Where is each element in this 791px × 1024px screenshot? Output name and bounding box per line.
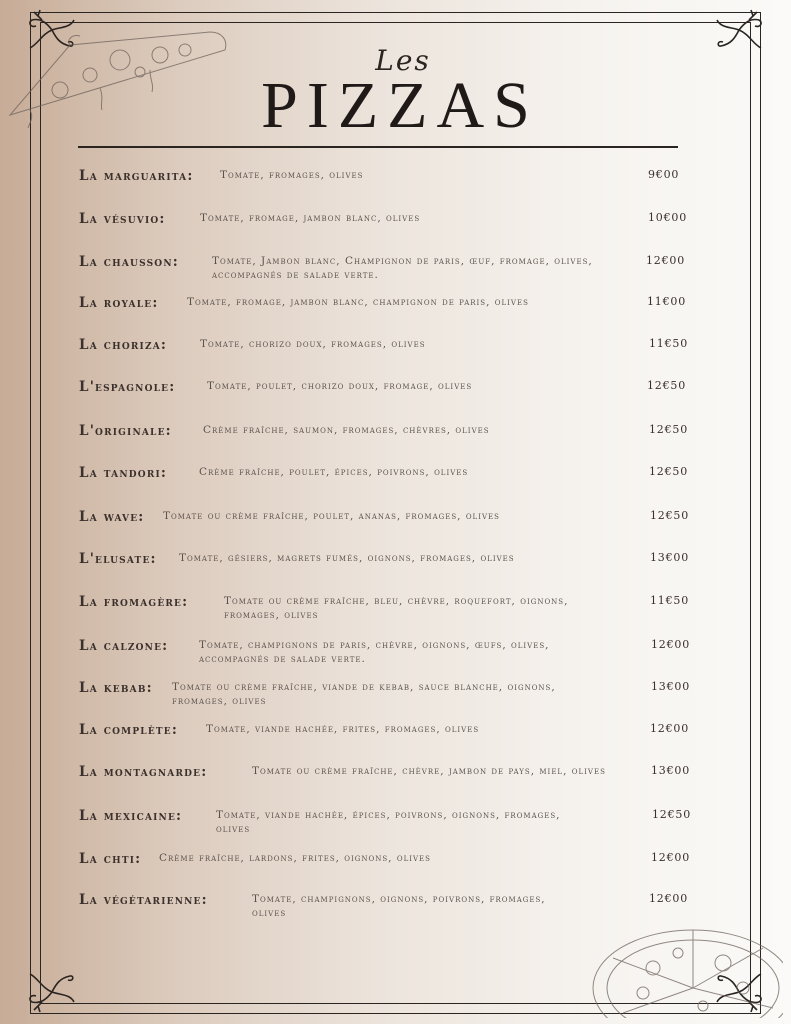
pizza-price: 13€00 [651, 680, 690, 693]
pizza-name: La complète: [79, 722, 179, 738]
pizza-ingredients: Tomate, gésiers, magrets fumés, oignons, fromages, olives [179, 552, 515, 564]
pizza-ingredients: Tomate, champignons, oignons, poivrons, fromages, olives [252, 893, 546, 919]
pizza-price: 12€50 [652, 808, 691, 821]
pizza-price: 11€50 [649, 337, 688, 350]
pizza-name: La royale: [79, 295, 159, 311]
pizza-sketch-icon [583, 918, 783, 1018]
pizza-name: La montagnarde: [79, 764, 208, 780]
title-divider [78, 146, 678, 148]
corner-ornament-icon [713, 4, 765, 56]
pizza-ingredients: Tomate, Jambon blanc, Champignon de paris, œuf, fromage, olives, accompagnés de salade verte. [212, 255, 593, 281]
pizza-ingredients: Tomate, viande hachée, frites, fromages, olives [206, 723, 480, 735]
pizza-ingredients: Tomate ou crème fraîche, bleu, chèvre, roquefort, oignons, fromages, olives [224, 595, 569, 621]
pizza-name: La chausson: [79, 254, 179, 270]
pizza-name: La vésuvio: [79, 211, 166, 227]
pizza-ingredients: Tomate, champignons de paris, chèvre, oignons, œufs, olives, accompagnés de salade verte. [199, 639, 550, 665]
pizza-price: 9€00 [648, 168, 680, 181]
pizza-ingredients: Tomate ou crème fraîche, viande de kebab, sauce blanche, oignons, fromages, olives [172, 681, 556, 707]
pizza-ingredients: Tomate, viande hachée, épices, poivrons, oignons, fromages, olives [216, 809, 561, 835]
title-script: Les [375, 44, 431, 77]
pizza-name: L'originale: [79, 423, 172, 439]
pizza-price: 13€00 [650, 551, 689, 564]
page-title: PIZZAS [261, 69, 539, 142]
pizza-price: 12€50 [649, 465, 688, 478]
pizza-name: La calzone: [79, 638, 169, 654]
pizza-ingredients: Crème fraîche, lardons, frites, oignons, olives [159, 852, 431, 864]
pizza-price: 12€50 [649, 423, 688, 436]
pizza-name: La choriza: [79, 337, 168, 353]
pizza-name: La wave: [79, 509, 145, 525]
pizza-name: La marguarita: [79, 168, 194, 184]
pizza-name: La tandori: [79, 465, 168, 481]
pizza-name: La fromagère: [79, 594, 189, 610]
pizza-price: 12€00 [650, 722, 689, 735]
pizza-price: 12€00 [649, 892, 688, 905]
pizza-price: 11€00 [647, 295, 686, 308]
pizza-price: 10€00 [648, 211, 687, 224]
pizza-name: La végétarienne: [79, 892, 208, 908]
pizza-ingredients: Tomate ou crème fraîche, chèvre, jambon de pays, miel, olives [252, 765, 606, 777]
pizza-price: 11€50 [650, 594, 689, 607]
pizza-name: La chti: [79, 851, 142, 867]
pizza-price: 12€50 [650, 509, 689, 522]
pizza-price: 13€00 [651, 764, 690, 777]
pizza-ingredients: Tomate, chorizo doux, fromages, olives [200, 338, 426, 350]
corner-ornament-icon [26, 966, 78, 1018]
pizza-price: 12€00 [651, 851, 690, 864]
pizza-ingredients: Crème fraîche, saumon, fromages, chèvres, olives [203, 424, 490, 436]
pizza-price: 12€00 [646, 254, 685, 267]
pizza-price: 12€00 [651, 638, 690, 651]
pizza-ingredients: Tomate ou crème fraîche, poulet, ananas, fromages, olives [163, 510, 500, 522]
pizza-ingredients: Crème fraîche, poulet, épices, poivrons, olives [199, 466, 469, 478]
pizza-ingredients: Tomate, poulet, chorizo doux, fromage, olives [207, 380, 473, 392]
pizza-name: L'espagnole: [79, 379, 176, 395]
pizza-ingredients: Tomate, fromages, olives [220, 169, 364, 181]
pizza-name: La kebab: [79, 680, 153, 696]
pizza-ingredients: Tomate, fromage, jambon blanc, olives [200, 212, 421, 224]
pizza-name: L'elusate: [79, 551, 157, 567]
pizza-price: 12€50 [647, 379, 686, 392]
pizza-slice-sketch-icon [0, 10, 235, 130]
pizza-ingredients: Tomate, fromage, jambon blanc, champignon de paris, olives [187, 296, 529, 308]
pizza-name: La mexicaine: [79, 808, 183, 824]
